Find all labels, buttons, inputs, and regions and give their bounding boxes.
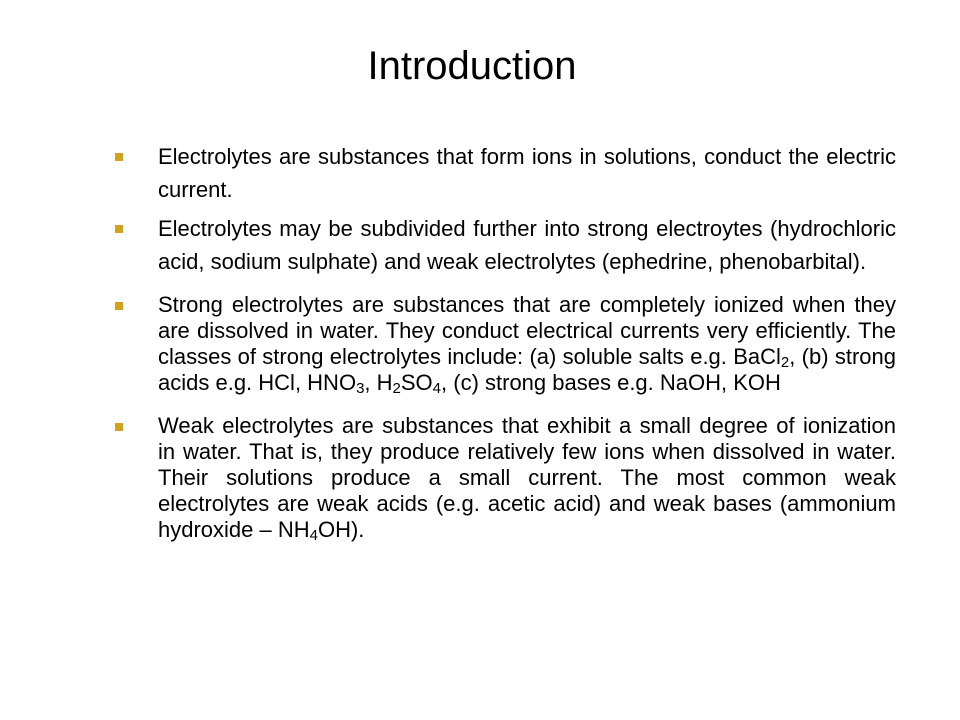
text-run: , (c) strong bases e.g. NaOH, KOH <box>441 370 781 395</box>
bullet-text <box>158 292 896 395</box>
square-bullet-icon <box>115 153 123 161</box>
bullet-item-3 <box>112 292 896 396</box>
subscript: 4 <box>309 527 318 544</box>
square-bullet-icon <box>115 225 123 233</box>
bullet-text: Electrolytes may be subdivided further into strong electroytes (hydrochloric acid, sodium sulphate) and weak electrolytes (ephedrine, phenobarbital). <box>158 216 896 274</box>
text-run: , (b) strong acids e.g. HCl, HNO <box>158 344 896 395</box>
text-run: Weak electrolytes are substances that exhibit a small degree of ionization in water. That is, they produce relatively few ions when dissolved in water. Their solutions produce a small current. The most common weak electrolytes are weak acids (e.g. acetic acid) and weak bases (ammonium hydroxide – NH <box>158 413 896 542</box>
text-run: , H <box>364 370 393 395</box>
subscript: 2 <box>392 380 401 397</box>
square-bullet-icon <box>115 423 123 431</box>
square-bullet-icon <box>115 302 123 310</box>
text-run: SO <box>400 370 433 395</box>
bullet-list <box>112 140 896 543</box>
slide-title: Introduction <box>367 44 577 88</box>
subscript: 4 <box>432 380 442 397</box>
subscript: 3 <box>356 380 365 397</box>
text-run: Strong electrolytes are substances that are completely ionized when they are dissolved in water. They conduct electrical currents very efficiently. The classes of strong electrolytes include: (a) soluble salts e.g. BaCl <box>158 292 896 369</box>
bullet-item-1 <box>112 140 896 206</box>
bullet-text: Electrolytes are substances that form ions in solutions, conduct the electric current. <box>158 144 896 202</box>
text-run: OH). <box>317 517 365 542</box>
bullet-item-2 <box>112 212 896 278</box>
bullet-text <box>158 413 896 542</box>
bullet-item-4 <box>112 413 896 543</box>
subscript: 2 <box>780 354 790 371</box>
